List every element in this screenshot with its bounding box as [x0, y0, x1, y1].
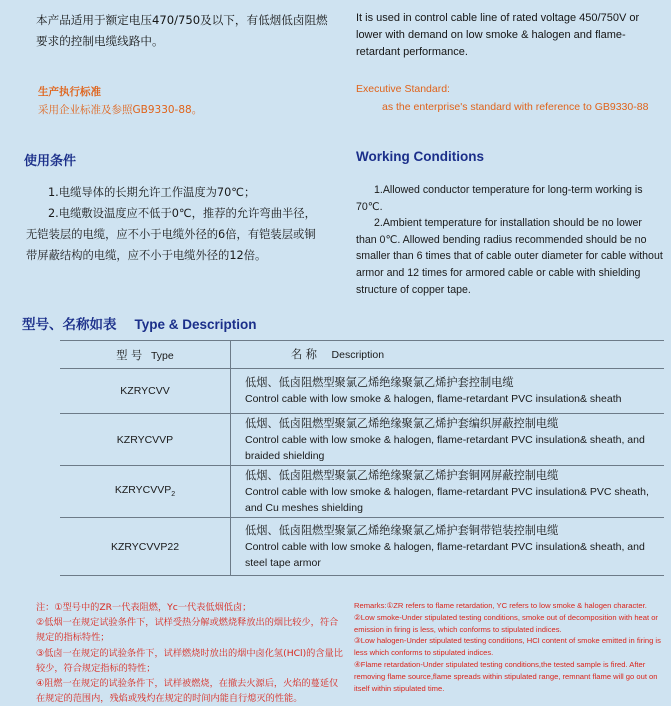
type-code: KZRYCVVP22 — [110, 540, 180, 553]
description-english: Control cable with low smoke & halogen, flame-retardant PVC insulation& PVC sheath, and Cu meshes shielding — [245, 485, 649, 514]
description-english: Control cable with low smoke & halogen, flame-retardant PVC insulation& sheath — [245, 393, 622, 405]
notes-english — [354, 600, 666, 694]
intro-english: It is used in control cable line of rated voltage 450/750V or lower with demand on low smoke & halogen and flame-retardant performance. — [356, 12, 640, 58]
standard-heading-english: Executive Standard: — [356, 83, 450, 95]
note-cn-2: ②低烟一在规定试验条件下，试样受热分解或燃烧释放出的烟比较少，符合规定的指标特性； — [36, 617, 339, 644]
type-header-chinese: 型 号 — [116, 348, 143, 362]
note-cn-3: ③低卤一在规定的试验条件下，试样燃烧时放出的烟中卤化氢(HCl)的含量比较少，符合规定指标的特性； — [36, 647, 343, 674]
type-code-subscript: 2 — [171, 491, 176, 499]
description-cell — [231, 369, 665, 414]
type-section-title — [22, 313, 257, 333]
description-english: Control cable with low smoke & halogen, flame-retardant PVC insulation& sheath, and braided shielding — [245, 433, 645, 462]
description-chinese: 低烟、低卤阻燃型聚氯乙烯绝缘聚氯乙烯护套铜带铠装控制电缆 — [245, 523, 559, 537]
note-cn-4: ④阻燃一在规定的试验条件下，试样被燃烧，在撤去火源后，火焰的蔓延仅在规定的范围内，残焰或残灼在规定的时间内能自行熄灭的性能。 — [36, 678, 339, 705]
conditions-heading-chinese: 使用条件 — [24, 154, 77, 169]
condition-item-cn-2: 2.电缆敷设温度应不低于0℃，推荐的允许弯曲半径，无铠装层的电缆，应不小于电缆外径的6倍，有铠装层或铜带屏蔽结构的电缆，应不小于电缆外径的12倍。 — [26, 207, 316, 262]
condition-item-en-2: 2.Ambient temperature for installation should be no lower than 0℃. Allowed bending radius recommended should be no smaller than 6 times that of cable outer diameter for cable without armor and 12 times for armored cable or cable with shielding structure of copper tape. — [356, 217, 663, 296]
type-code: KZRYCVV — [120, 385, 170, 397]
description-column-header — [231, 341, 665, 369]
type-description-table — [60, 340, 664, 576]
description-chinese: 低烟、低卤阻燃型聚氯乙烯绝缘聚氯乙烯护套铜网屏蔽控制电缆 — [245, 468, 559, 482]
notes-chinese — [36, 600, 346, 706]
description-chinese: 低烟、低卤阻燃型聚氯乙烯绝缘聚氯乙烯护套编织屏蔽控制电缆 — [245, 416, 559, 430]
intro-chinese: 本产品适用于额定电压470/750及以下，有低烟低卤阻燃要求的控制电缆线路中。 — [36, 13, 328, 48]
note-en-4: ④Flame retardation-Under stipulated testing conditions,the tested sample is fired. After removing flame source,flame spreads within stipulated range, remnant flame will go out on itself within stipulated time. — [354, 659, 658, 693]
table-header-row — [60, 341, 664, 369]
table-row — [60, 518, 664, 576]
note-en-3: ③Low halogen-Under stipulated testing conditions, HCI content of smoke emitted in firing is less which conforms to stipulated indices. — [354, 636, 661, 658]
description-cell — [231, 466, 665, 518]
type-cell — [60, 414, 231, 466]
condition-item-en-1: 1.Allowed conductor temperature for long-term working is 70℃. — [356, 184, 643, 213]
table-row — [60, 369, 664, 414]
type-header-english: Type — [150, 349, 174, 362]
type-code: KZRYCVVP — [116, 433, 174, 446]
note-en-2: ②Low smoke-Under stipulated testing conditions, smoke out of decomposition with heat or emission in firing is less, which conforms to stipulated indices. — [354, 612, 658, 634]
note-en-1: Remarks:①ZR refers to flame retardation, YC refers to low smoke & halogen character. — [354, 601, 647, 610]
type-section-title-chinese: 型号、名称如表 — [22, 317, 117, 333]
description-english: Control cable with low smoke & halogen, flame-retardant PVC insulation& sheath, and steel tape armor — [245, 540, 645, 569]
condition-item-cn-1: 1.电缆导体的长期允许工作温度为70℃； — [48, 186, 256, 199]
type-cell — [60, 518, 231, 576]
type-section-title-english: Type & Description — [134, 317, 257, 332]
standard-heading-chinese: 生产执行标准 — [38, 86, 101, 98]
description-header-english: Description — [331, 348, 385, 361]
table-row — [60, 466, 664, 518]
type-cell — [60, 369, 231, 414]
conditions-list-english — [356, 182, 664, 298]
description-cell — [231, 414, 665, 466]
type-column-header — [60, 341, 231, 369]
description-chinese: 低烟、低卤阻燃型聚氯乙烯绝缘聚氯乙烯护套控制电缆 — [245, 376, 514, 389]
table-row — [60, 414, 664, 466]
conditions-heading-english: Working Conditions — [356, 149, 484, 164]
standard-body-chinese: 采用企业标准及参照GB9330-88。 — [38, 104, 203, 116]
standard-body-english: as the enterprise's standard with reference to GB9330-88 — [382, 101, 649, 113]
description-header-chinese: 名 称 — [291, 347, 317, 361]
description-cell — [231, 518, 665, 576]
note-cn-1: 注：①型号中的ZR一代表阻燃，Yc一代表低烟低卤； — [36, 602, 252, 613]
type-cell — [60, 466, 231, 518]
conditions-list-chinese — [26, 182, 326, 266]
type-code: KZRYCVVP — [114, 484, 172, 497]
